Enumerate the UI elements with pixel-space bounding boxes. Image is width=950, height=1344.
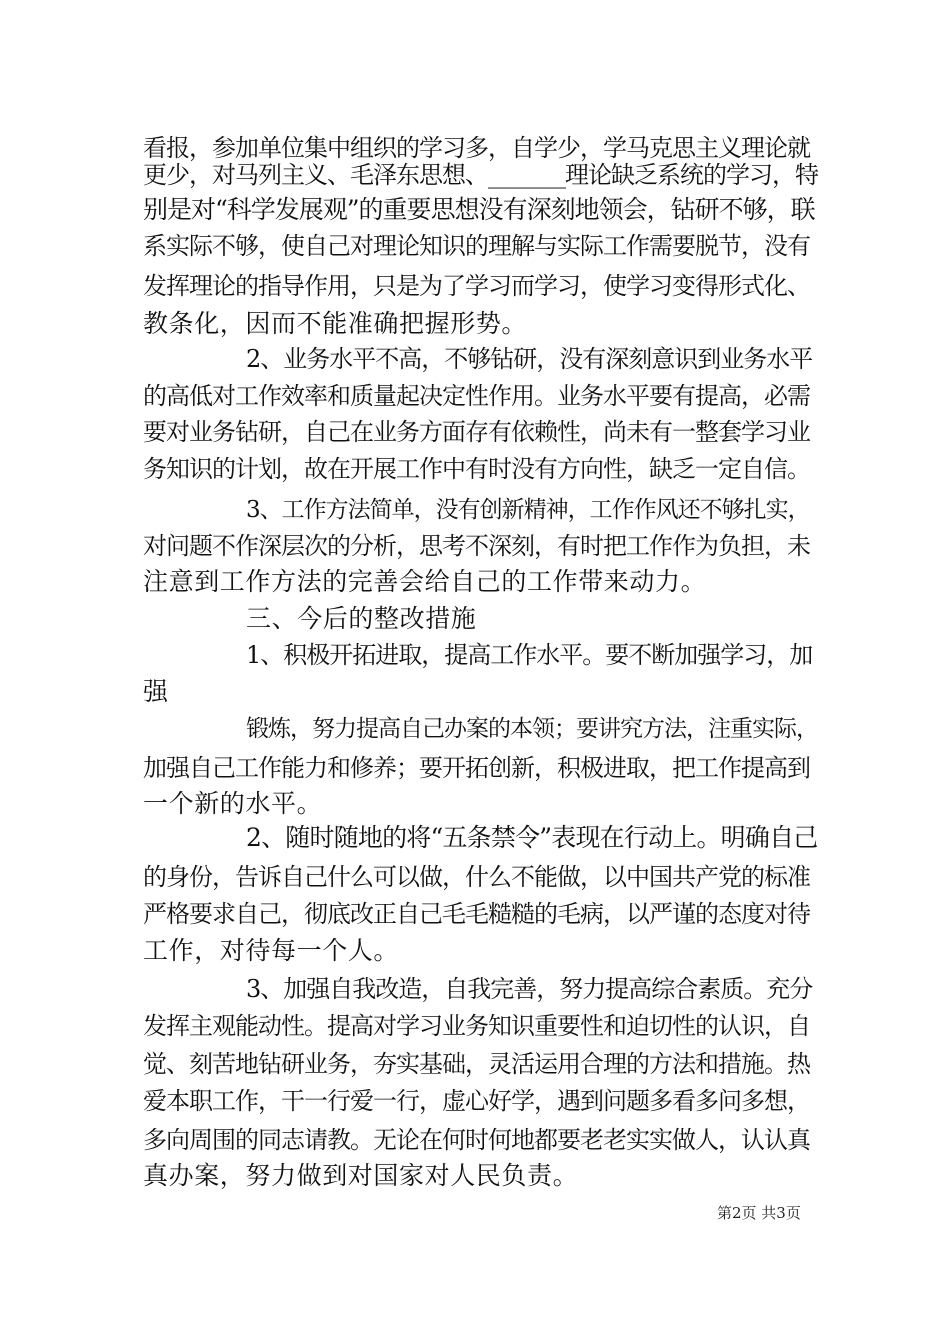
text-line: 务知识的计划，故在开展工作中有时没有方向性，缺乏一定自信。 — [143, 455, 810, 483]
text-line: 2、业务水平不高，不够钻研，没有深刻意识到业务水平 — [246, 345, 813, 373]
text-line: 严格要求自己，彻底改正自己毛毛糙糙的毛病，以严谨的态度对待 — [143, 900, 810, 928]
page-number-footer: 第2页 共3页 — [717, 1204, 801, 1222]
text-line: 3、工作方法简单，没有创新精神，工作作风还不够扎实， — [246, 497, 810, 523]
text-line: 强 — [143, 677, 169, 706]
text-line: 的高低对工作效率和质量起决定性作用。业务水平要有提高，必需 — [143, 382, 810, 410]
text-line: 别是对“科学发展观”的重要思想没有深刻地领会，钻研不够，联 — [143, 195, 815, 224]
section-heading: 三、今后的整改措施 — [246, 604, 477, 633]
text-line: 觉、刻苦地钻研业务，夯实基础，灵活运用合理的方法和措施。热 — [143, 1050, 810, 1078]
text-line: 要对业务钻研，自己在业务方面存有依赖性，尚未有一整套学习业 — [143, 418, 810, 446]
text-line: 工作，对待每一个人。 — [143, 936, 400, 965]
text-line: 加强自己工作能力和修养；要开拓创新，积极进取，把工作提高到 — [143, 754, 810, 782]
text-line: 发挥主观能动性。提高对学习业务知识重要性和迫切性的认识，自 — [143, 1012, 810, 1040]
text-line: 1、积极开拓进取，提高工作水平。要不断加强学习，加 — [246, 641, 813, 669]
text-line: 的身份，告诉自己什么可以做，什么不能做，以中国共产党的标准 — [143, 863, 810, 891]
text-line: 对问题不作深层次的分析，思考不深刻，有时把工作作为负担，未 — [143, 532, 810, 560]
text-line: 注意到工作方法的完善会给自己的工作带来动力。 — [143, 567, 707, 596]
text-line: 一个新的水平。 — [143, 789, 323, 818]
text-line: 爱本职工作，干一行爱一行，虚心好学，遇到问题多看多问多想， — [143, 1087, 810, 1115]
text-line: 真办案，努力做到对国家对人民负责。 — [143, 1161, 579, 1190]
text-line: 系实际不够，使自己对理论知识的理解与实际工作需要脱节，没有 — [143, 232, 810, 260]
text-line: 锻炼，努力提高自己办案的本领；要讲究方法，注重实际， — [246, 716, 818, 742]
text-line: 3、加强自我改造，自我完善，努力提高综合素质。充分 — [246, 975, 813, 1003]
text-line: 教条化，因而不能准确把握形势。 — [143, 309, 528, 338]
text-line: 2、随时随地的将“五条禁令”表现在行动上。明确自己 — [246, 823, 818, 852]
text-line: 看报，参加单位集中组织的学习多，自学少，学马克思主义理论就 — [143, 134, 810, 162]
text-line: 发挥理论的指导作用，只是为了学习而学习，使学习变得形式化、 — [143, 272, 810, 300]
text-line: 更少，对马列主义、毛泽东思想、_______理论缺乏系统的学习，特 — [143, 161, 818, 189]
text-line: 多向周围的同志请教。无论在何时何地都要老老实实做人，认认真 — [143, 1126, 810, 1154]
